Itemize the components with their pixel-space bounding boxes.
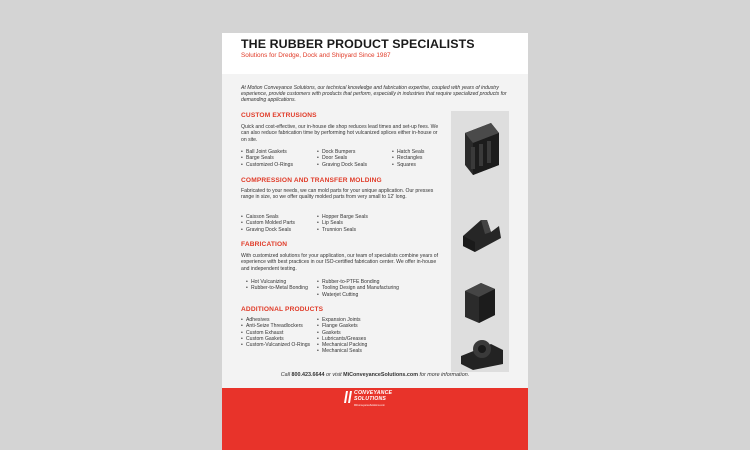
list-item: • Rubber-to-Metal Bonding [246, 285, 312, 291]
list-item: • Customized O-Rings [241, 162, 293, 168]
logo-text-line1: CONVEYANCE [354, 390, 393, 396]
list-item: • Rubber-to-PTFE Bonding [317, 279, 399, 285]
list-item: • Expansion Joints [317, 317, 367, 323]
list-item: • Graving Dock Seals [317, 162, 367, 168]
list-item: • Squares [392, 162, 424, 168]
intro-paragraph: At Motion Conveyance Solutions, our technical knowledge and fabrication expertise, coupled with years of industry experience, provide customers with products that perform, especially in industries that require specialized products for demanding applications. [241, 85, 507, 104]
list-item: • Trunnion Seals [317, 227, 368, 233]
flyer-page [222, 33, 528, 450]
list-item: • Door Seals [317, 155, 367, 161]
list-item: • Anti-Seize Threadlockers [241, 323, 311, 329]
extrusions-list-col1 [241, 149, 293, 168]
list-item: • Ball Joint Gaskets [241, 149, 293, 155]
extrusions-list-col2 [317, 149, 367, 168]
list-item: • Barge Seals [241, 155, 293, 161]
company-logo [343, 389, 413, 411]
list-item: • Hopper Barge Seals [317, 214, 368, 220]
phone-number[interactable]: 800.423.6644 [291, 372, 325, 378]
website-link[interactable]: MiConveyanceSolutions.com [343, 372, 418, 378]
list-item: • Mechanical Seals [317, 348, 367, 354]
list-item: • Tooling Design and Manufacturing [317, 285, 399, 291]
extrusions-list-col3 [392, 149, 424, 168]
product-photo-cylinder-seal [451, 334, 509, 372]
molding-list-col2 [317, 214, 368, 233]
flyer-header [222, 33, 528, 74]
contact-line [222, 372, 528, 378]
list-item: • Gaskets [317, 330, 367, 336]
list-item: • Graving Dock Seals [241, 227, 295, 233]
page-subtitle: Solutions for Dredge, Dock and Shipyard Since 1987 [241, 52, 391, 59]
list-item: • Dock Bumpers [317, 149, 367, 155]
section-heading-extrusions: CUSTOM EXTRUSIONS [241, 112, 317, 119]
list-item: • Custom Exhaust [241, 330, 311, 336]
section-heading-additional: ADDITIONAL PRODUCTS [241, 306, 324, 313]
list-item: • Lip Seals [317, 220, 368, 226]
list-item: • Caisson Seals [241, 214, 295, 220]
list-item: • Custom-Vulcanized O-Rings [241, 342, 311, 348]
product-photo-fabricated-part [451, 273, 509, 334]
list-item: • Flange Gaskets [317, 323, 367, 329]
contact-middle: or visit [324, 372, 344, 378]
fabrication-paragraph: With customized solutions for your application, our team of specialists combine years of experience with best practices in our ISO-certified fabrication center. We offer in-house and independent testing. [241, 253, 439, 272]
extrusions-paragraph: Quick and cost-effective, our in-house die shop reduces lead times and set-up fees. We can also reduce fabrication time by performing hot vulcanized splices either in-house or on site. [241, 124, 439, 143]
section-heading-molding: COMPRESSION AND TRANSFER MOLDING [241, 177, 382, 184]
section-heading-fabrication: FABRICATION [241, 241, 288, 248]
list-item: • Hatch Seals [392, 149, 424, 155]
molding-paragraph: Fabricated to your needs, we can mold parts for your unique application. Our presses range in size, so we offer quality molded parts from very small to 12' long. [241, 188, 434, 201]
product-photo-molded-part [451, 198, 509, 273]
list-item: • Mechanical Packing [317, 342, 367, 348]
additional-list-col1 [241, 317, 311, 348]
molding-list-col1 [241, 214, 295, 233]
contact-suffix: for more information. [418, 372, 470, 378]
list-item: • Lubricants/Greases [317, 336, 367, 342]
fabrication-list-col1 [246, 279, 312, 292]
list-item: • Custom Molded Parts [241, 220, 295, 226]
contact-prefix: Call [280, 372, 292, 378]
list-item: • Hot Vulcanizing [246, 279, 312, 285]
list-item: • Rectangles [392, 155, 424, 161]
list-item: • Custom Gaskets [241, 336, 311, 342]
logo-mark-icon [343, 391, 353, 403]
page-title: THE RUBBER PRODUCT SPECIALISTS [241, 37, 475, 51]
additional-list-col2 [317, 317, 367, 355]
fabrication-list-col2 [317, 279, 399, 298]
logo-tagline: MiConveyanceSolutions.com [354, 404, 385, 407]
list-item: • Waterjet Cutting [317, 292, 399, 298]
logo-text-line2: SOLUTIONS [354, 396, 387, 402]
product-photo-extrusion-seal [451, 111, 509, 198]
list-item: • Adhesives [241, 317, 311, 323]
